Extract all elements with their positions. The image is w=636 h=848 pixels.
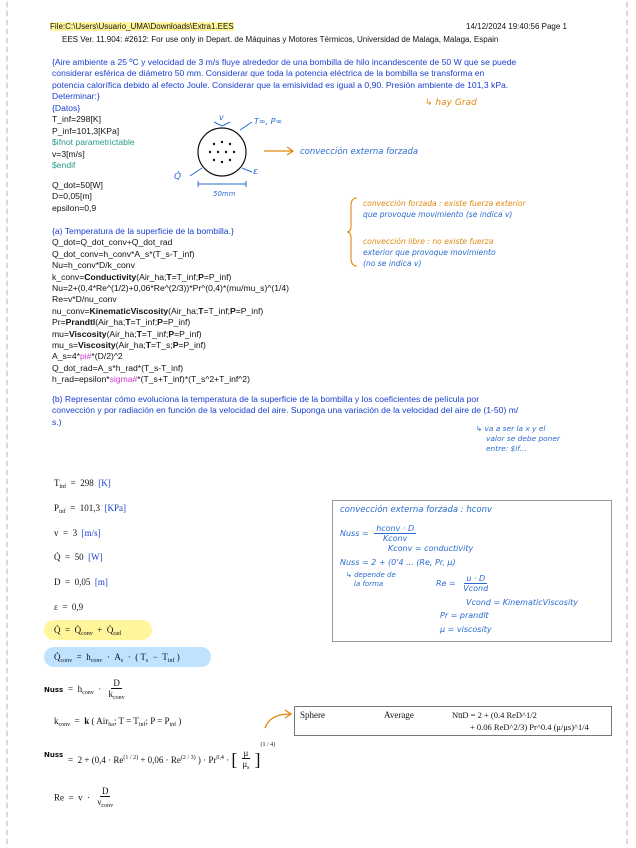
note-mu: μ = viscosity <box>440 625 492 634</box>
sphere-formula-1: Nu̅D = 2 + (0.4 ReD^1/2 <box>452 710 537 720</box>
annotation-variable: ↳ va a ser la x y el valor se debe poner entre: $if... <box>476 424 560 453</box>
eq-nu: = $h_{conv}$ · $\frac{D}{k_{conv}}$ <box>68 678 125 701</box>
code-line: Re=v*D/nu_conv <box>52 294 117 305</box>
code-line: k_conv=Conductivity(Air_ha;T=T_inf;P=P_inf) <box>52 271 232 282</box>
code-line: mu=Viscosity(Air_ha;T=T_inf;P=P_inf) <box>52 328 202 339</box>
eq-nu-2: = $2 + (0,4 \cdot Re^{(1 / 2)} + 0,06 \cdot Re^{(2 / 3)}$ ) · Pr$^{0,4}$ · [ $\frac{\mu}{\mu_s}$ ]$^{(1 / 4)}$ <box>68 742 276 772</box>
arrow-conv-ext-icon <box>262 146 298 156</box>
nuss-side-label-1: Nuss <box>44 686 64 694</box>
note-depende: ↳ depende de la forma <box>346 571 396 588</box>
header-file: File:C:\Users\Usuario_UMA\Downloads\Extra1.EES <box>50 22 234 31</box>
label-diameter: 50mm <box>213 190 236 198</box>
code-line: Q_dot=Q_dot_conv+Q_dot_rad <box>52 237 173 248</box>
code-line: Nu=2+(0,4*Re^(1/2)+0,06*Re^(2/3))*Pr^(0,4)*(mu/mu_s)^(1/4) <box>52 283 290 294</box>
code-line: mu_s=Viscosity(Air_ha;T=T_s;P=P_inf) <box>52 340 206 351</box>
annotation-forzada: convección forzada : existe fuerza exterior que provoque movimiento (se indica v) <box>363 199 526 219</box>
code-line: Nu=h_conv*D/k_conv <box>52 260 135 271</box>
header-datetime: 14/12/2024 19:40:56 Page 1 <box>466 22 567 31</box>
header-version: EES Ver. 11.904: #2612: For use only in Depart. de Máquinas y Motores Térmicos, Universidad de Malaga, Malaga, Espain <box>62 35 499 44</box>
note-pr: Pr = prandlt <box>440 611 489 620</box>
eq-re: Re = v · $\frac{D}{\nu_{conv}}$ <box>54 786 114 809</box>
sphere-geometry: Sphere <box>300 710 325 720</box>
note-re: Re = $\frac{u \cdot D}{\text{Vcond}}$ <box>436 574 489 593</box>
eq-v: v = 3 [m/s] <box>54 528 101 538</box>
note-nuss2: Nuss = 2 + (0'4 ... (Re, Pr, μ) <box>340 558 456 567</box>
note-nuss: Nuss = $\frac{\text{hconv · D}}{\text{Kconv}}$ <box>340 524 415 543</box>
code-line: Pr=Prandtl(Air_ha;T=T_inf;P=P_inf) <box>52 317 191 328</box>
eq-t-inf: $T_{inf} = 298$ [K] <box>54 478 111 490</box>
label-t-p: T∞, P∞ <box>254 117 283 126</box>
note-title: convección externa forzada : hconv <box>340 505 493 515</box>
eq-p-inf: $P_{inf} = 101,3$ [KPa] <box>54 503 127 515</box>
arrow-sphere-icon <box>262 708 296 732</box>
problem-statement: {Aire ambiente a 25 ºC y velocidad de 3 m/s fluye alrededor de una bombilla de hilo incandescente de 50 W que se puede considerar esférica de diámetro 50 mm. Considerar que toda la potencia eléctrica de la bombilla se transforma en potencia calorífica debido al efecto Joule. Considerar que la emisividad es igual a 0,90. Presión ambiente de 101,3 kPa. Determinar:} <box>52 57 517 102</box>
eq-q-conv: $Q̇_{conv} = h_{conv} \cdot A_s$ · ( $T_s - T_{inf}$ ) <box>54 652 180 664</box>
section-a-code: {a) Temperatura de la superficie de la bombilla.} Q_dot=Q_dot_conv+Q_dot_rad Q_dot_conv=h_conv*A_s*(T_s-T_inf) Nu=h_conv*D/k_conv k_conv=Conductivity(Air_ha;T=T_inf;P=P_inf) Nu=2+(0,4*Re^(1/2)+0,06*Re^(2/3))*Pr^(0,4)*(mu/mu_s)^(1/4) Re=v*D/nu_conv nu_conv=KinematicViscosity(Air_ha;T=T_inf;P=P_inf) Pr=Prandtl(Air_ha;T=T_inf;P=P_inf) mu=Viscosity(Air_ha;T=T_inf;P=P_inf) mu_s=Viscosity(Air_ha;T=T_s;P=P_inf) A_s=4*pi#*(D/2)^2 Q_dot_rad=A_s*h_rad*(T_s-T_inf) h_rad=epsilon*sigma#*(T_s+T_inf)*(T_s^2+T_inf^2) <box>52 226 290 385</box>
label-e: ε <box>253 167 258 177</box>
label-q: Q̇ <box>174 172 182 182</box>
code-line: h_rad=epsilon*sigma#*(T_s+T_inf)*(T_s^2+T_inf^2) <box>52 374 250 385</box>
code-line: nu_conv=KinematicViscosity(Air_ha;T=T_inf;P=P_inf) <box>52 305 264 316</box>
annotation-hay-grad: ↳ hay Grad <box>425 98 477 108</box>
datos-block-2: Q_dot=50[W] D=0,05[m] epsilon=0,9 <box>52 180 103 213</box>
sphere-sketch <box>170 110 310 205</box>
annotation-conv-ext: convección externa forzada <box>300 147 419 157</box>
eq-q: Q̇ = 50 [W] <box>54 552 103 562</box>
nuss-side-label-2: Nuss <box>44 751 64 759</box>
eq-q-sum: Q̇ = $Q̇_{conv}$ + $Q̇_{rad}$ <box>54 625 121 637</box>
sphere-kind: Average <box>384 710 414 720</box>
right-margin-guide <box>626 0 628 848</box>
section-b-text: {b) Representar cómo evoluciona la temperatura de la superficie de la bombilla y los coeficientes de película por convección y por radiación en función de la velocidad del aire. Suponga una variación de la velocidad del aire de (1-50) m/ s.) <box>52 394 519 427</box>
left-margin-guide <box>6 0 8 848</box>
sphere-formula-2: + 0.06 ReD^2/3) Pr^0.4 (μ/μs)^1/4 <box>470 722 589 732</box>
label-v: v <box>219 113 224 122</box>
eq-d: D = 0,05 [m] <box>54 577 108 587</box>
code-line: A_s=4*pi#*(D/2)^2 <box>52 351 123 362</box>
eq-eps: ε = 0,9 <box>54 602 84 612</box>
annotation-libre: convección libre : no existe fuerza exterior que provoque movimiento (no se indica v) <box>363 237 496 268</box>
datos-block: {Datos} T_inf=298[K] P_inf=101,3[KPa] $ifnot parametrictable v=3[m/s] $endif <box>52 103 135 171</box>
code-line: Q_dot_rad=A_s*h_rad*(T_s-T_inf) <box>52 362 184 373</box>
brace-icon <box>345 196 359 268</box>
eq-k-conv: $k_{conv} = k$ ( Air$_{ha}$; $T = T_{inf}$; $P = P_{inf}$ ) <box>54 716 182 728</box>
note-kconv: Kconv = conductivity <box>388 544 474 553</box>
code-line: Q_dot_conv=h_conv*A_s*(T_s-T_inf) <box>52 248 195 259</box>
note-vcond: Vcond = KinematicViscosity <box>466 598 579 607</box>
